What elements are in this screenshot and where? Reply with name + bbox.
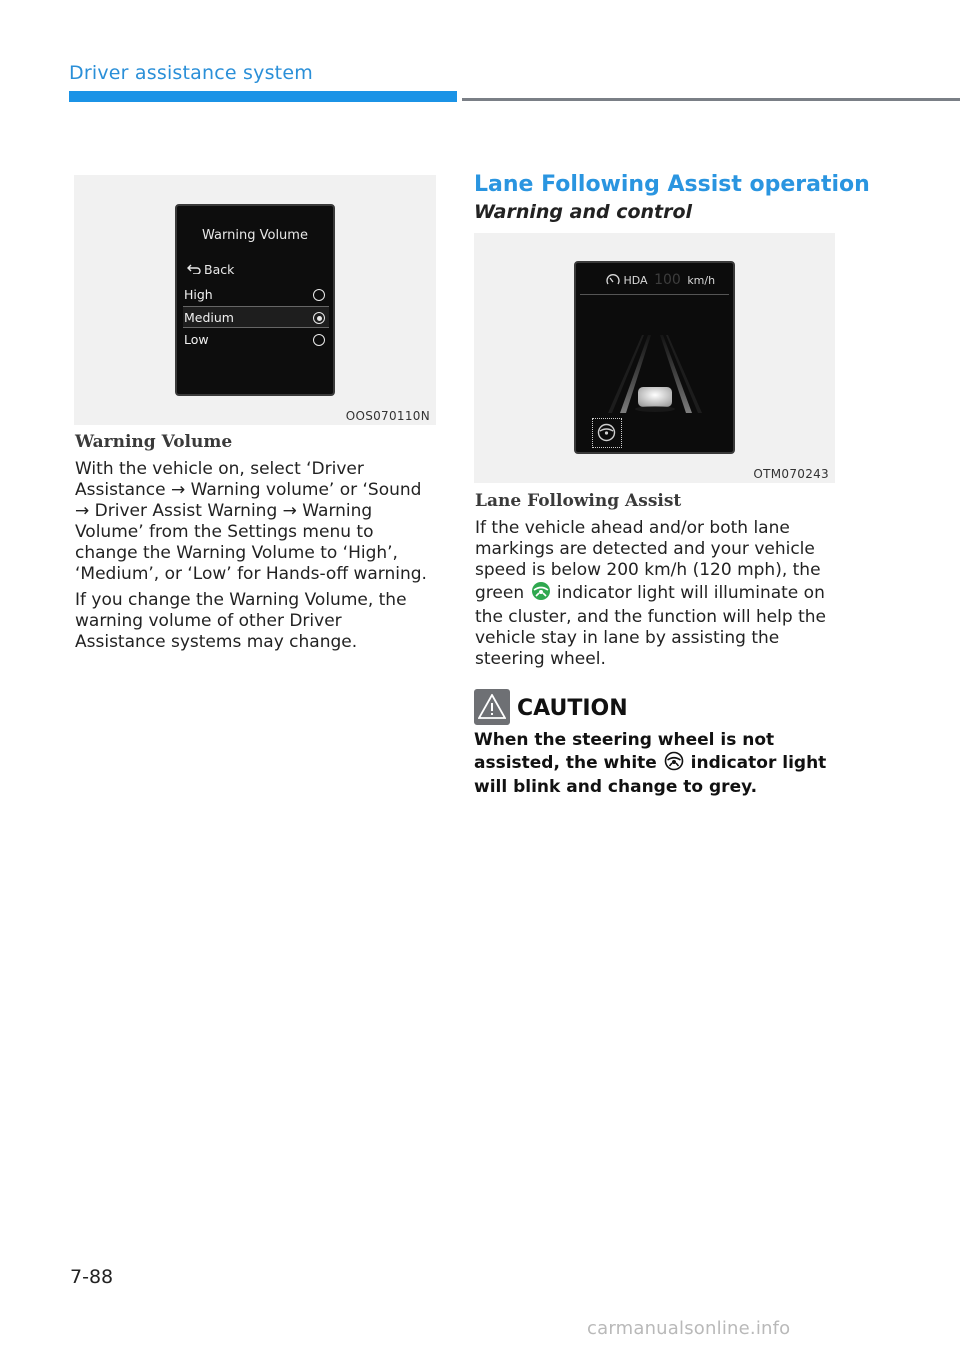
cluster-screen-warning-volume: [175, 204, 335, 396]
radio-button-icon: [313, 334, 325, 346]
back-row: [187, 262, 234, 277]
radio-button-icon: [313, 289, 325, 301]
steering-wheel-icon: [597, 423, 616, 446]
section-subtitle: Warning and control: [474, 201, 693, 223]
figure-warning-volume: [74, 175, 436, 425]
cluster-screen-lfa: [574, 261, 735, 454]
speed-unit: km/h: [687, 274, 716, 287]
option-label: High: [184, 287, 213, 302]
paragraph-warning-volume-2: If you change the Warning Volume, the warning volume of other Driver Assistance systems may change.: [75, 590, 407, 652]
steering-wheel-indicator: [592, 418, 622, 448]
lfa-green-steering-icon: [531, 581, 551, 607]
caution-label: CAUTION: [517, 696, 628, 721]
figure-lane-following-assist: [474, 233, 835, 483]
heading-lane-following-assist: Lane Following Assist: [475, 491, 682, 511]
caution-box: [474, 689, 510, 725]
lfa-white-steering-icon: [664, 751, 684, 777]
set-speed: 100: [654, 272, 681, 288]
back-arrow-icon: [187, 262, 201, 277]
warning-triangle-icon: [478, 694, 506, 723]
caution-text: [474, 730, 844, 798]
section-title: Lane Following Assist operation: [474, 172, 870, 197]
caution-text-after: indicator light will blink and change to grey.: [474, 753, 827, 797]
option-label: Medium: [184, 310, 234, 325]
header-title: Driver assistance system: [69, 62, 313, 84]
hda-label: HDA: [623, 274, 648, 287]
radio-button-selected-icon: [313, 312, 325, 324]
option-medium: [183, 306, 329, 328]
paragraph-warning-volume-1: With the vehicle on, select ‘Driver Assistance → Warning volume’ or ‘Sound → Driver Assist Warning → Warning Volume’ from the Settings menu to change the Warning Volume to ‘High’, ‘Medium’, or ‘Low’ for Hands-off warning.: [75, 459, 427, 584]
caution-text-before: When the steering wheel is not assisted, the white: [474, 730, 775, 773]
option-label: Low: [184, 332, 209, 347]
option-low: [183, 329, 329, 351]
watermark: carmanualsonline.info: [587, 1318, 791, 1339]
paragraph-lfa: [475, 518, 835, 670]
figure-caption: OOS070110N: [345, 409, 430, 423]
paragraph-lfa-before: If the vehicle ahead and/or both lane markings are detected and your vehicle speed is below 200 km/h (120 mph), the green: [475, 518, 821, 603]
option-high: [183, 284, 329, 306]
header-bar-accent: [69, 91, 457, 102]
header-bar-rule: [462, 98, 960, 101]
heading-warning-volume: Warning Volume: [75, 432, 233, 452]
paragraph-lfa-after: indicator light will illuminate on the cluster, and the function will help the vehicle stay in lane by assisting the steering wheel.: [475, 583, 826, 669]
figure-caption: OTM070243: [753, 467, 829, 481]
screen-title: Warning Volume: [202, 228, 308, 243]
page-number: 7-88: [70, 1266, 114, 1288]
back-label: Back: [204, 262, 235, 277]
